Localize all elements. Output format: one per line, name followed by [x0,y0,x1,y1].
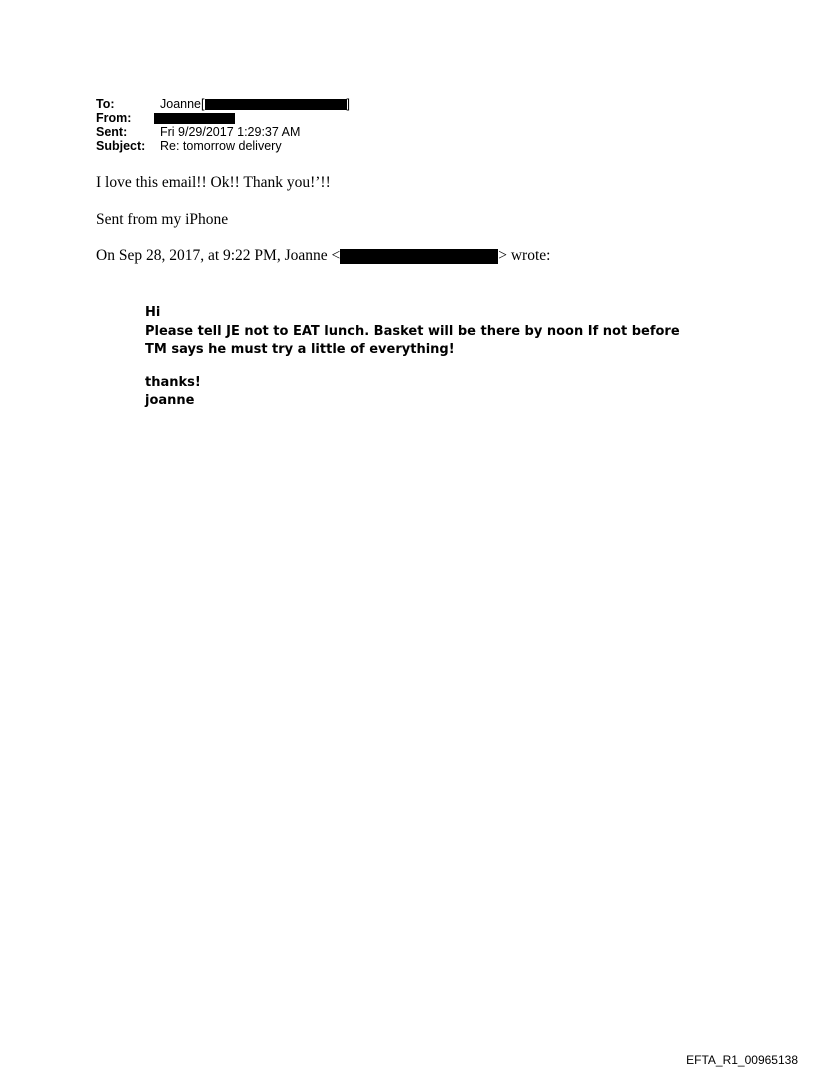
redaction-to-email [205,99,347,110]
from-value [160,113,235,124]
quote-intro-prefix: On Sep 28, 2017, at 9:22 PM, Joanne < [96,247,341,264]
redaction-from [154,113,235,124]
quote-intro-suffix: > wrote: [498,247,551,264]
quoted-line-2: TM says he must try a little of everything! [145,342,455,357]
to-bracket-close: ] [346,97,350,111]
subject-label: Subject: [96,139,146,153]
email-header [96,97,350,153]
redaction-quote-email [340,249,498,264]
from-row [96,111,350,125]
subject-row [96,139,350,153]
sent-from-line: Sent from my iPhone [96,211,229,228]
quoted-thanks: thanks! [145,374,201,390]
to-name: Joanne [160,97,202,111]
quoted-spacer [145,360,680,374]
document-id: EFTA_R1_00965138 [686,1053,798,1067]
to-label: To: [96,97,115,111]
to-value [160,97,350,111]
subject-value: Re: tomorrow delivery [160,139,282,153]
sent-value: Fri 9/29/2017 1:29:37 AM [160,125,301,139]
sent-row [96,125,350,139]
quoted-message [145,304,680,411]
to-row [96,97,350,111]
quote-intro [96,247,550,265]
quoted-line-1: Please tell JE not to EAT lunch. Basket will be there by noon If not before [145,323,680,339]
from-label: From: [96,111,132,125]
quoted-signature: joanne [145,393,195,408]
sent-label: Sent: [96,125,128,139]
to-bracket-open: [ [201,97,205,111]
quoted-greeting: Hi [145,305,161,320]
reply-line: I love this email!! Ok!! Thank you!’!! [96,174,331,191]
